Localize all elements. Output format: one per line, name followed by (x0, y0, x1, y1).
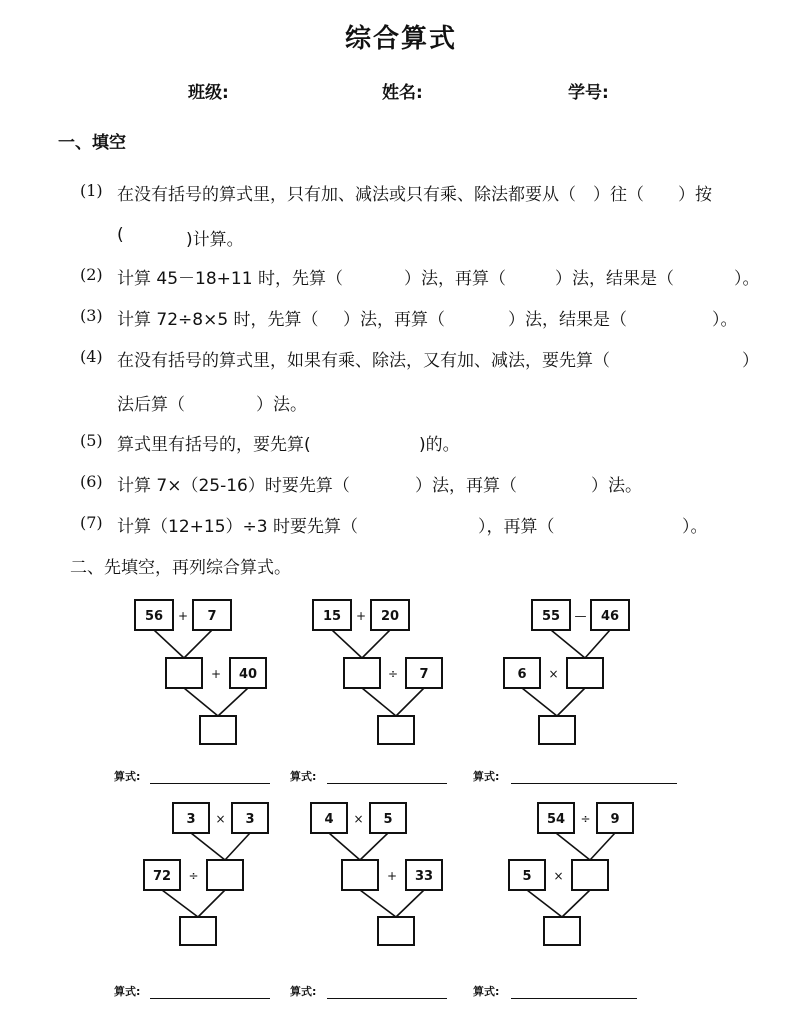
operation-tree-4 (144, 803, 268, 945)
connector-line (557, 688, 585, 716)
q7-part-b: ），再算（ (478, 517, 555, 537)
q1-line2-open: ( (117, 225, 124, 245)
q5-part-a: 算式里有括号的，要先算( (117, 435, 311, 455)
top-operator: — (574, 609, 587, 623)
q7-part-c: ）。 (682, 517, 708, 537)
connector-line (590, 833, 615, 860)
mid-operator: × (548, 667, 559, 681)
answer-label-2: 算式: (290, 770, 317, 783)
q1-line2-close: )计算。 (186, 230, 244, 250)
answer-label-6: 算式: (473, 985, 500, 998)
q5-number: (5) (80, 431, 103, 450)
connector-line (362, 630, 390, 658)
q6-part-a: 计算 7×（25-16）时要先算（ (117, 476, 350, 496)
operation-tree-3 (504, 600, 629, 744)
top-operator: × (353, 812, 364, 826)
q2-part-c: ）法，结果是（ (555, 269, 674, 289)
mid-operator: + (386, 869, 398, 883)
connector-line (191, 833, 225, 860)
q2-number: (2) (80, 265, 103, 284)
mid-operator: ÷ (188, 869, 199, 883)
answer-label-1: 算式: (114, 770, 141, 783)
mid-right-box-value: 33 (414, 869, 434, 884)
q6-part-c: ）法。 (591, 476, 642, 496)
q1-line1: 在没有括号的算式里，只有加、减法或只有乘、除法都要从（ ）往（ ）按 (117, 185, 712, 205)
connector-line (162, 890, 198, 917)
q4-line1: 在没有括号的算式里，如果有乘、除法，又有加、减法，要先算（ (117, 351, 610, 371)
operation-tree-1 (135, 600, 266, 744)
connector-line (360, 833, 388, 860)
result-box[interactable] (544, 917, 580, 945)
answer-line-4[interactable] (150, 998, 270, 999)
result-box[interactable] (180, 917, 216, 945)
section2-heading: 二、先填空，再列综合算式。 (70, 558, 291, 578)
top-left-box-value: 15 (322, 609, 342, 624)
connector-line (527, 890, 562, 917)
answer-line-6[interactable] (511, 998, 637, 999)
connector-line (329, 833, 360, 860)
mid-left-box[interactable] (166, 658, 202, 688)
answer-label-3: 算式: (473, 770, 500, 783)
q3-number: (3) (80, 306, 103, 325)
mid-right-box[interactable] (567, 658, 603, 688)
result-box[interactable] (378, 716, 414, 744)
q4-line1-close: ） (742, 351, 759, 371)
q4-number: (4) (80, 347, 103, 366)
answer-line-1[interactable] (150, 783, 270, 784)
top-operator: × (215, 812, 226, 826)
connector-line (562, 890, 590, 917)
top-operator: ÷ (580, 812, 591, 826)
connector-line (198, 890, 225, 917)
mid-left-box-value: 6 (517, 667, 527, 682)
mid-right-box[interactable] (572, 860, 608, 890)
top-right-box-value: 46 (600, 609, 620, 624)
answer-label-5: 算式: (290, 985, 317, 998)
student-id-label: 学号: (568, 83, 609, 103)
connector-line (184, 630, 212, 658)
answer-line-5[interactable] (327, 998, 447, 999)
mid-left-box-value: 72 (152, 869, 172, 884)
top-right-box-value: 20 (380, 609, 400, 624)
q3-part-d: ）。 (712, 310, 738, 330)
connector-line (556, 833, 590, 860)
connector-line (585, 630, 610, 658)
q6-part-b: ）法，再算（ (415, 476, 517, 496)
result-box[interactable] (200, 716, 236, 744)
q7-number: (7) (80, 513, 103, 532)
answer-label-4: 算式: (114, 985, 141, 998)
q2-part-d: ）。 (734, 269, 760, 289)
q3-part-b: ）法，再算（ (343, 310, 445, 330)
operation-tree-5 (311, 803, 442, 945)
page-title: 综合算式 (345, 24, 458, 54)
connector-line (360, 890, 396, 917)
mid-right-box[interactable] (207, 860, 243, 890)
section1-heading: 一、填空 (58, 133, 126, 153)
mid-left-box[interactable] (344, 658, 380, 688)
q4-line2-a: 法后算（ (117, 395, 185, 415)
connector-line (154, 630, 184, 658)
mid-right-box-value: 7 (419, 667, 429, 682)
class-label: 班级: (188, 83, 229, 103)
mid-left-box-value: 5 (522, 869, 532, 884)
top-right-box-value: 5 (383, 812, 393, 827)
q4-line2-b: ）法。 (256, 395, 307, 415)
result-box[interactable] (378, 917, 414, 945)
q3-part-a: 计算 72÷8×5 时，先算（ (117, 310, 319, 330)
mid-operator: + (210, 667, 222, 681)
connector-line (551, 630, 585, 658)
connector-line (332, 630, 362, 658)
q1-number: (1) (80, 181, 103, 200)
answer-line-3[interactable] (511, 783, 677, 784)
top-operator: + (355, 609, 367, 623)
mid-operator: × (553, 869, 564, 883)
connector-line (218, 688, 248, 716)
q5-part-b: )的。 (419, 435, 460, 455)
connector-line (184, 688, 218, 716)
result-box[interactable] (539, 716, 575, 744)
mid-left-box[interactable] (342, 860, 378, 890)
operation-tree-2 (313, 600, 442, 744)
top-right-box-value: 9 (610, 812, 620, 827)
q7-part-a: 计算（12+15）÷3 时要先算（ (117, 517, 358, 537)
operation-tree-6 (509, 803, 633, 945)
top-left-box-value: 55 (541, 609, 561, 624)
name-label: 姓名: (382, 83, 423, 103)
answer-line-2[interactable] (327, 783, 447, 784)
top-left-box-value: 56 (144, 609, 164, 624)
connector-line (396, 688, 424, 716)
mid-right-box-value: 40 (238, 667, 258, 682)
q2-part-a: 计算 45－18+11 时，先算（ (117, 269, 343, 289)
top-left-box-value: 54 (546, 812, 566, 827)
q6-number: (6) (80, 472, 103, 491)
connector-line (522, 688, 557, 716)
connector-line (225, 833, 250, 860)
connector-line (396, 890, 424, 917)
q2-part-b: ）法，再算（ (404, 269, 506, 289)
q3-part-c: ）法，结果是（ (508, 310, 627, 330)
connector-line (362, 688, 396, 716)
top-left-box-value: 4 (324, 812, 334, 827)
mid-operator: ÷ (387, 667, 399, 681)
top-right-box-value: 7 (207, 609, 217, 624)
top-right-box-value: 3 (245, 812, 255, 827)
top-left-box-value: 3 (186, 812, 196, 827)
top-operator: + (177, 609, 189, 623)
